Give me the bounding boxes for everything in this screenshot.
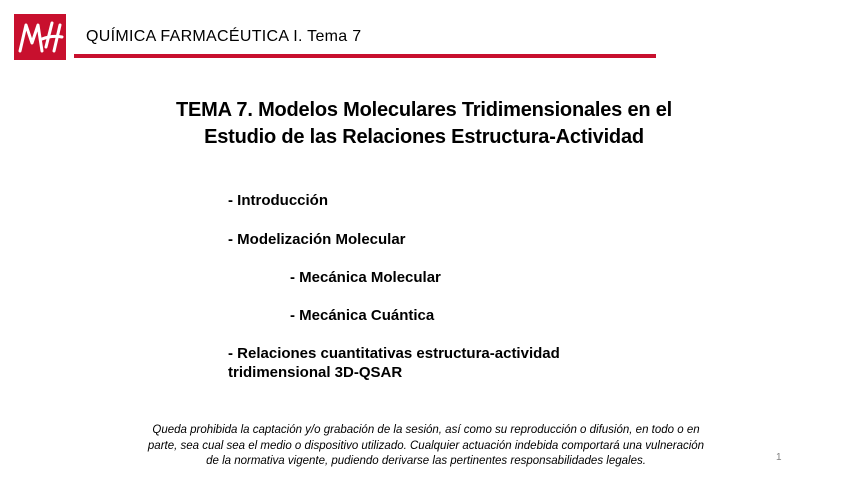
course-title: QUÍMICA FARMACÉUTICA I. Tema 7 — [86, 28, 362, 45]
header-divider — [74, 54, 656, 58]
legal-notice-line-2: parte, sea cual sea el medio o dispositivo utilizado. Cualquier actuación indebida comportará una vulneración — [147, 439, 705, 452]
slide-title — [0, 97, 848, 151]
legal-notice — [90, 423, 762, 470]
slide-title-line-1: TEMA 7. Modelos Moleculares Tridimensionales en el — [175, 99, 673, 121]
outline-item-introduccion: - Introducción — [228, 192, 328, 209]
outline-item-modelizacion: - Modelización Molecular — [228, 231, 406, 248]
outline-item-3d-qsar: - Relaciones cuantitativas estructura-actividad — [228, 345, 560, 362]
page-number: 1 — [776, 452, 782, 463]
outline-subitem-mecanica-cuantica: - Mecánica Cuántica — [290, 307, 435, 324]
slide-title-line-2: Estudio de las Relaciones Estructura-Actividad — [204, 126, 644, 148]
legal-notice-line-3: de la normativa vigente, pudiendo derivarse las pertinentes responsabilidades legales. — [206, 455, 646, 467]
outline-item-3d-qsar-continued: tridimensional 3D-QSAR — [228, 364, 403, 381]
university-logo-icon — [14, 14, 66, 60]
legal-notice-line-1: Queda prohibida la captación y/o grabación de la sesión, así como su reproducción o difusión, en todo o en — [152, 424, 700, 436]
mh-monogram-icon — [16, 17, 64, 57]
outline-subitem-mecanica-molecular: - Mecánica Molecular — [290, 269, 441, 286]
